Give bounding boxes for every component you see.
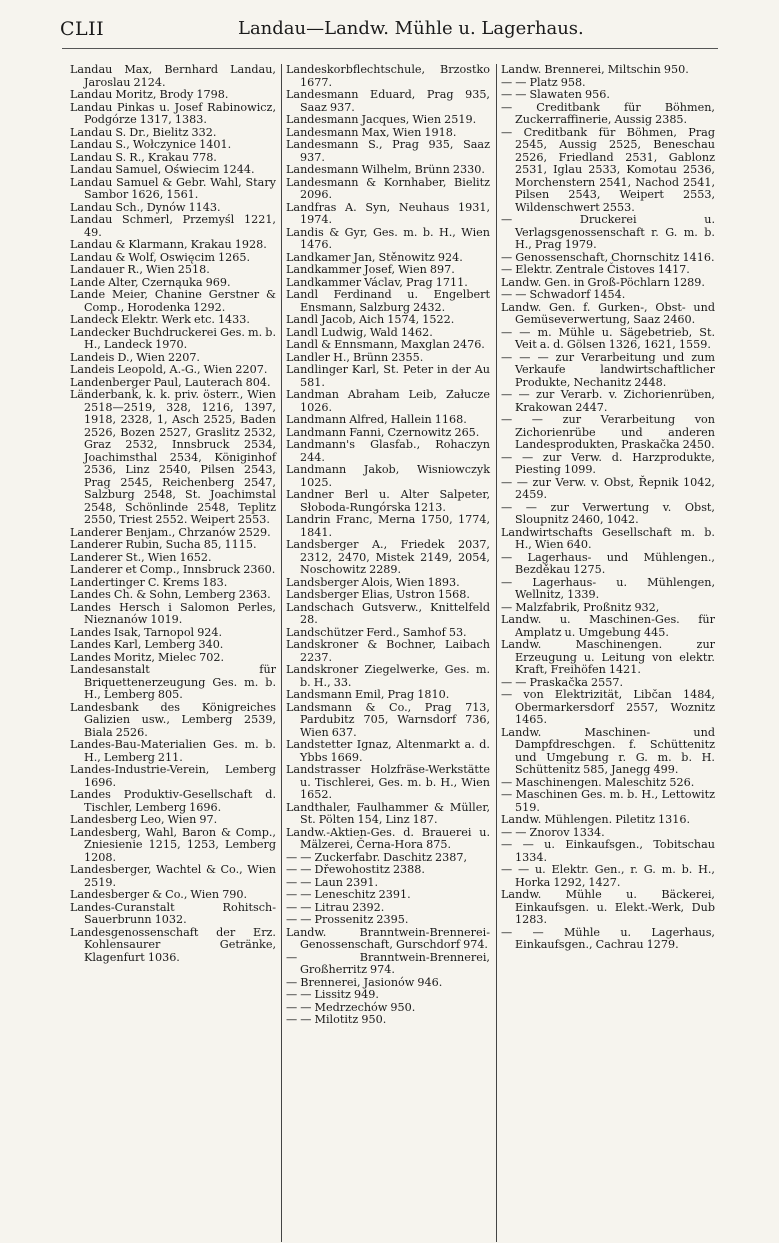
directory-entry: Landsberger Elias, Ustron 1568. <box>286 588 470 601</box>
directory-entry: — — zur Verw. d. Harzprodukte, Piesting 1099. <box>501 450 715 476</box>
directory-entry: Landesberger, Wachtel & Co., Wien 2519. <box>70 863 276 889</box>
directory-entry: Landlinger Karl, St. Peter in der Au 581. <box>286 363 490 389</box>
directory-entry: — — zur Verw. v. Obst, Řepnik 1042, 2459. <box>501 475 715 501</box>
directory-entry: — Lagerhaus- und Mühlengen., Bezděkau 1275. <box>501 550 715 576</box>
directory-entry: Landw. Gen. f. Gurken-, Obst- und Gemüseverwertung, Saaz 2460. <box>501 300 715 326</box>
directory-entry: Landschützer Ferd., Samhof 53. <box>286 625 467 639</box>
directory-entry: Lande Alter, Czernąuka 969. <box>70 275 231 289</box>
directory-entry: Länderbank, k. k. priv. österr., Wien 2518—2519, 328, 1216, 1397, 1918, 2328, 1, Asch 2525, Baden 2526, Bozen 2527, Graslitz 2532, Graz 2532, Innsbruck 2534, Joachimsthal 2534, Königinhof 2536, Linz 2540, Pilsen 2543, Prag 2545, Reichenberg 2547, Salzburg 2548, St. Joachimstal 2548, Schönlinde 2548, Teplitz 2550, Triest 2552. Weipert 2553. <box>70 388 276 526</box>
directory-entry: — — Platz 958. <box>501 75 586 89</box>
directory-entry: Landskroner Ziegelwerke, Ges. m. b. H., 33. <box>286 663 490 689</box>
directory-entry: — — Dřewohostitz 2388. <box>286 863 425 876</box>
directory-entry: Landes-Curanstalt Rohitsch-Sauerbrunn 1032. <box>70 900 276 926</box>
directory-entry: Landw. u. Maschinen-Ges. für Amplatz u. Umgebung 445. <box>501 613 715 639</box>
directory-entry: — — Znorov 1334. <box>501 825 605 839</box>
directory-entry: Landerer et Comp., Innsbruck 2360. <box>70 563 276 576</box>
directory-entry: Landler H., Brünn 2355. <box>286 350 424 364</box>
directory-entry: Landes Moritz, Mielec 702. <box>70 650 225 664</box>
directory-entry: Landl Ferdinand u. Engelbert Ensmann, Salzburg 2432. <box>286 288 490 314</box>
directory-entry: Landfras A. Syn, Neuhaus 1931, 1974. <box>286 200 490 226</box>
directory-entry: Landau Samuel & Gebr. Wahl, Stary Sambor 1626, 1561. <box>70 175 276 201</box>
directory-entry: Landau S., Wołczynice 1401. <box>70 138 232 151</box>
directory-entry: Landau Pinkas u. Josef Rabinowicz, Podgórze 1317, 1383. <box>70 100 276 126</box>
directory-entry: — Druckerei u. Verlagsgenossenschaft r. G. m. b. H., Prag 1979. <box>501 213 715 251</box>
directory-entry: — — Slawaten 956. <box>501 88 610 101</box>
directory-entry: Landis & Gyr, Ges. m. b. H., Wien 1476. <box>286 225 490 251</box>
directory-entry: Landner Berl u. Alter Salpeter, Słoboda-Rungórska 1213. <box>286 488 490 514</box>
directory-entry: — Elektr. Zentrale Čistoves 1417. <box>501 263 690 276</box>
column-3 <box>501 64 715 952</box>
directory-entry: — — Zuckerfabr. Daschitz 2387, <box>286 850 468 864</box>
directory-entry: Landmann Fanni, Czernowitz 265. <box>286 425 480 439</box>
directory-entry: Landauer R., Wien 2518. <box>70 263 210 276</box>
directory-entry: — Brennerei, Jasionów 946. <box>286 975 443 989</box>
directory-entry: Landesmann Jacques, Wien 2519. <box>286 113 477 126</box>
directory-entry: Landesmann Max, Wien 1918. <box>286 125 457 139</box>
directory-entry: — — Medrzechów 950. <box>286 1000 416 1014</box>
directory-entry: — — Litrau 2392. <box>286 900 385 914</box>
header-rule <box>62 48 718 49</box>
directory-entry: — — Lissitz 949. <box>286 988 379 1001</box>
directory-entry: Landskroner & Bochner, Laibach 2237. <box>286 638 490 664</box>
directory-entry: — — zur Verwertung v. Obst, Sloupnitz 2460, 1042. <box>501 500 715 526</box>
directory-entry: Landeskorbflechtschule, Brzostko 1677. <box>286 63 490 89</box>
directory-entry: Landau S. R., Krakau 778. <box>70 150 217 164</box>
directory-entry: Landau Sch., Dynów 1143. <box>70 200 221 214</box>
directory-entry: Landstetter Ignaz, Altenmarkt a. d. Ybbs 1669. <box>286 738 490 764</box>
directory-entry: Landesberg Leo, Wien 97. <box>70 813 218 826</box>
directory-entry: Lande Meier, Chanine Gerstner & Comp., Horodenka 1292. <box>70 288 276 314</box>
directory-entry: Landerer Rubin, Sucha 85, 1115. <box>70 538 257 551</box>
directory-entry: Landkamer Jan, Stěnowitz 924. <box>286 250 463 264</box>
directory-entry: Landeck Elektr. Werk etc. 1433. <box>70 313 250 326</box>
page-number: CLII <box>60 18 105 40</box>
directory-entry: Landau Schmerl, Przemyśl 1221, 49. <box>70 213 276 239</box>
directory-entry: Landman Abraham Leib, Załucze 1026. <box>286 388 490 414</box>
directory-entry: — Genossenschaft, Chornschitz 1416. <box>501 250 715 264</box>
directory-entry: Landau & Klarmann, Krakau 1928. <box>70 238 267 251</box>
directory-entry: Landesberger & Co., Wien 790. <box>70 888 248 901</box>
directory-entry: — Maschinen Ges. m. b. H., Lettowitz 519. <box>501 788 715 814</box>
directory-entry: Landsmann & Co., Prag 713, Pardubitz 705, Warnsdorf 736, Wien 637. <box>286 700 490 739</box>
directory-entry: Landerer Benjam., Chrzanów 2529. <box>70 525 271 539</box>
directory-entry: — — Laun 2391. <box>286 875 379 889</box>
column-1 <box>70 64 276 964</box>
column-2 <box>286 64 490 1027</box>
column-divider-2 <box>496 64 497 1242</box>
directory-entry: Landau Moritz, Brody 1798. <box>70 88 229 101</box>
directory-entry: Landw. Maschinengen. zur Erzeugung u. Leitung von elektr. Kraft, Freihöfen 1421. <box>501 638 715 676</box>
directory-entry: Landes Ch. & Sohn, Lemberg 2363. <box>70 588 271 601</box>
directory-entry: Landesberg, Wahl, Baron & Comp., Zniesienie 1215, 1253, Lemberg 1208. <box>70 825 276 864</box>
directory-entry: Landertinger C. Krems 183. <box>70 575 228 589</box>
directory-entry: Landl & Ennsmann, Maxglan 2476. <box>286 338 485 351</box>
directory-entry: Landesbank des Königreiches Galizien usw., Lemberg 2539, Biala 2526. <box>70 700 276 739</box>
directory-entry: Landes Produktiv-Gesellschaft d. Tischler, Lemberg 1696. <box>70 788 276 814</box>
directory-entry: — — Mühle u. Lagerhaus, Einkaufsgen., Cachrau 1279. <box>501 925 715 951</box>
directory-entry: Landesgenossenschaft der Erz. Kohlensaurer Getränke, Klagenfurt 1036. <box>70 925 276 964</box>
directory-entry: — — m. Mühle u. Sägebetrieb, St. Veit a. d. Gölsen 1326, 1621, 1559. <box>501 325 715 351</box>
directory-entry: Landes Karl, Lemberg 340. <box>70 638 224 651</box>
directory-entry: Landw. Maschinen- und Dampfdreschgen. f. Schüttenitz und Umgebung r. G. m. b. H. Schüttenitz 585, Janegg 499. <box>501 725 715 776</box>
directory-entry: Landrin Franc, Merna 1750, 1774, 1841. <box>286 513 490 539</box>
directory-entry: — — u. Elektr. Gen., r. G. m. b. H., Horka 1292, 1427. <box>501 863 715 889</box>
directory-entry: Landmann's Glasfab., Rohaczyn 244. <box>286 438 490 464</box>
directory-entry: — — Milotitz 950. <box>286 1013 387 1026</box>
directory-entry: Landeis Leopold, A.-G., Wien 2207. <box>70 363 268 376</box>
directory-entry: Landmann Alfred, Hallein 1168. <box>286 413 467 426</box>
directory-entry: Landesmann & Kornhaber, Bielitz 2096. <box>286 175 490 201</box>
directory-entry: Landw. Branntwein-Brennerei-Genossenschaft, Gurschdorf 974. <box>286 925 490 951</box>
column-divider-1 <box>281 64 282 1242</box>
directory-entry: Landl Ludwig, Wald 1462. <box>286 325 433 339</box>
directory-entry: — Creditbank für Böhmen, Zuckerraffinerie, Aussig 2385. <box>501 100 715 126</box>
directory-entry: Landsberger Alois, Wien 1893. <box>286 575 460 589</box>
directory-entry: — — — zur Verarbeitung und zum Verkaufe landwirtschaftlicher Produkte, Nechanitz 2448. <box>501 350 715 389</box>
directory-entry: Landstrasser Holzfräse-Werkstätte u. Tischlerei, Ges. m. b. H., Wien 1652. <box>286 763 490 801</box>
directory-entry: Landau Max, Bernhard Landau, Jaroslau 2124. <box>70 63 276 89</box>
directory-entry: Landkammer Josef, Wien 897. <box>286 263 455 276</box>
directory-entry: Landau Samuel, Oświecim 1244. <box>70 163 255 176</box>
directory-entry: Landau S. Dr., Bielitz 332. <box>70 125 217 139</box>
directory-entry: — Creditbank für Böhmen, Prag 2545, Aussig 2525, Beneschau 2526, Friedland 2531, Gablonz 2531, Iglau 2533, Komotau 2536, Morchenstern 2541, Nachod 2541, Pilsen 2543, Weipert 2553, Wildenschwert 2553. <box>501 125 715 214</box>
directory-entry: Landw. Mühlengen. Piletitz 1316. <box>501 813 691 826</box>
directory-entry: Landl Jacob, Aich 1574, 1522. <box>286 313 455 326</box>
directory-entry: Landesanstalt für Briquettenerzeugung Ges. m. b. H., Lemberg 805. <box>70 663 276 701</box>
directory-entry: — Branntwein-Brennerei, Großherritz 974. <box>286 950 490 976</box>
directory-entry: Landmann Jakob, Wisniowczyk 1025. <box>286 463 490 489</box>
directory-entry: — — Praskačka 2557. <box>501 675 624 689</box>
directory-entry: Landenberger Paul, Lauterach 804. <box>70 375 271 389</box>
directory-entry: Landes-Industrie-Verein, Lemberg 1696. <box>70 763 276 789</box>
directory-entry: Landsberger A., Friedek 2037, 2312, 2470, Mistek 2149, 2054, Noschowitz 2289. <box>286 538 490 576</box>
directory-entry: — von Elektrizität, Libčan 1484, Obermarkersdorf 2557, Woznitz 1465. <box>501 688 715 726</box>
directory-entry: — — zur Verarbeitung von Zichorienrübe und anderen Landesprodukten, Praskačka 2450. <box>501 413 715 451</box>
directory-entry: — — Prossenitz 2395. <box>286 913 409 926</box>
directory-entry: Landthaler, Faulhammer & Müller, St. Pölten 154, Linz 187. <box>286 800 490 826</box>
directory-entry: — — Schwadorf 1454. <box>501 288 626 301</box>
directory-entry: Landschach Gutsverw., Knittelfeld 28. <box>286 600 490 626</box>
directory-entry: Landkammer Václav, Prag 1711. <box>286 275 468 289</box>
directory-entry: Landecker Buchdruckerei Ges. m. b. H., Landeck 1970. <box>70 325 276 351</box>
directory-entry: Landes Isak, Tarnopol 924. <box>70 625 223 639</box>
directory-entry: Landesmann S., Prag 935, Saaz 937. <box>286 138 490 164</box>
directory-entry: Landwirtschafts Gesellschaft m. b. H., Wien 640. <box>501 525 715 551</box>
page-header <box>60 18 740 48</box>
directory-entry: Landesmann Wilhelm, Brünn 2330. <box>286 163 485 176</box>
directory-entry: Landw.-Aktien-Ges. d. Brauerei u. Mälzerei, Černa-Hora 875. <box>286 825 490 851</box>
directory-entry: Landerer St., Wien 1652. <box>70 550 212 564</box>
directory-entry: Landw. Mühle u. Bäckerei, Einkaufsgen. u. Elekt.-Werk, Dub 1283. <box>501 888 715 926</box>
directory-entry: — Maschinengen. Maleschitz 526. <box>501 775 695 789</box>
directory-entry: Landsmann Emil, Prag 1810. <box>286 688 450 701</box>
directory-entry: Landw. Gen. in Groß-Pöchlarn 1289. <box>501 275 705 289</box>
directory-entry: — — Leneschitz 2391. <box>286 888 411 901</box>
page-title: Landau—Landw. Mühle u. Lagerhaus. <box>238 18 584 39</box>
directory-entry: Landes-Bau-Materialien Ges. m. b. H., Lemberg 211. <box>70 738 276 764</box>
directory-entry: — Lagerhaus- u. Mühlengen, Wellnitz, 1339. <box>501 575 715 601</box>
directory-entry: Landw. Brennerei, Miltschin 950. <box>501 63 689 76</box>
directory-entry: Landau & Wolf, Oswięcim 1265. <box>70 250 251 264</box>
directory-entry: — — u. Einkaufsgen., Tobitschau 1334. <box>501 838 715 864</box>
directory-entry: Landes Hersch i Salomon Perles, Nieznanów 1019. <box>70 600 276 626</box>
directory-entry: Landeis D., Wien 2207. <box>70 350 200 364</box>
directory-entry: — — zur Verarb. v. Zichorienrüben, Krakowan 2447. <box>501 388 715 414</box>
directory-entry: Landesmann Eduard, Prag 935, Saaz 937. <box>286 88 490 114</box>
directory-entry: — Malzfabrik, Proßnitz 932, <box>501 600 660 614</box>
